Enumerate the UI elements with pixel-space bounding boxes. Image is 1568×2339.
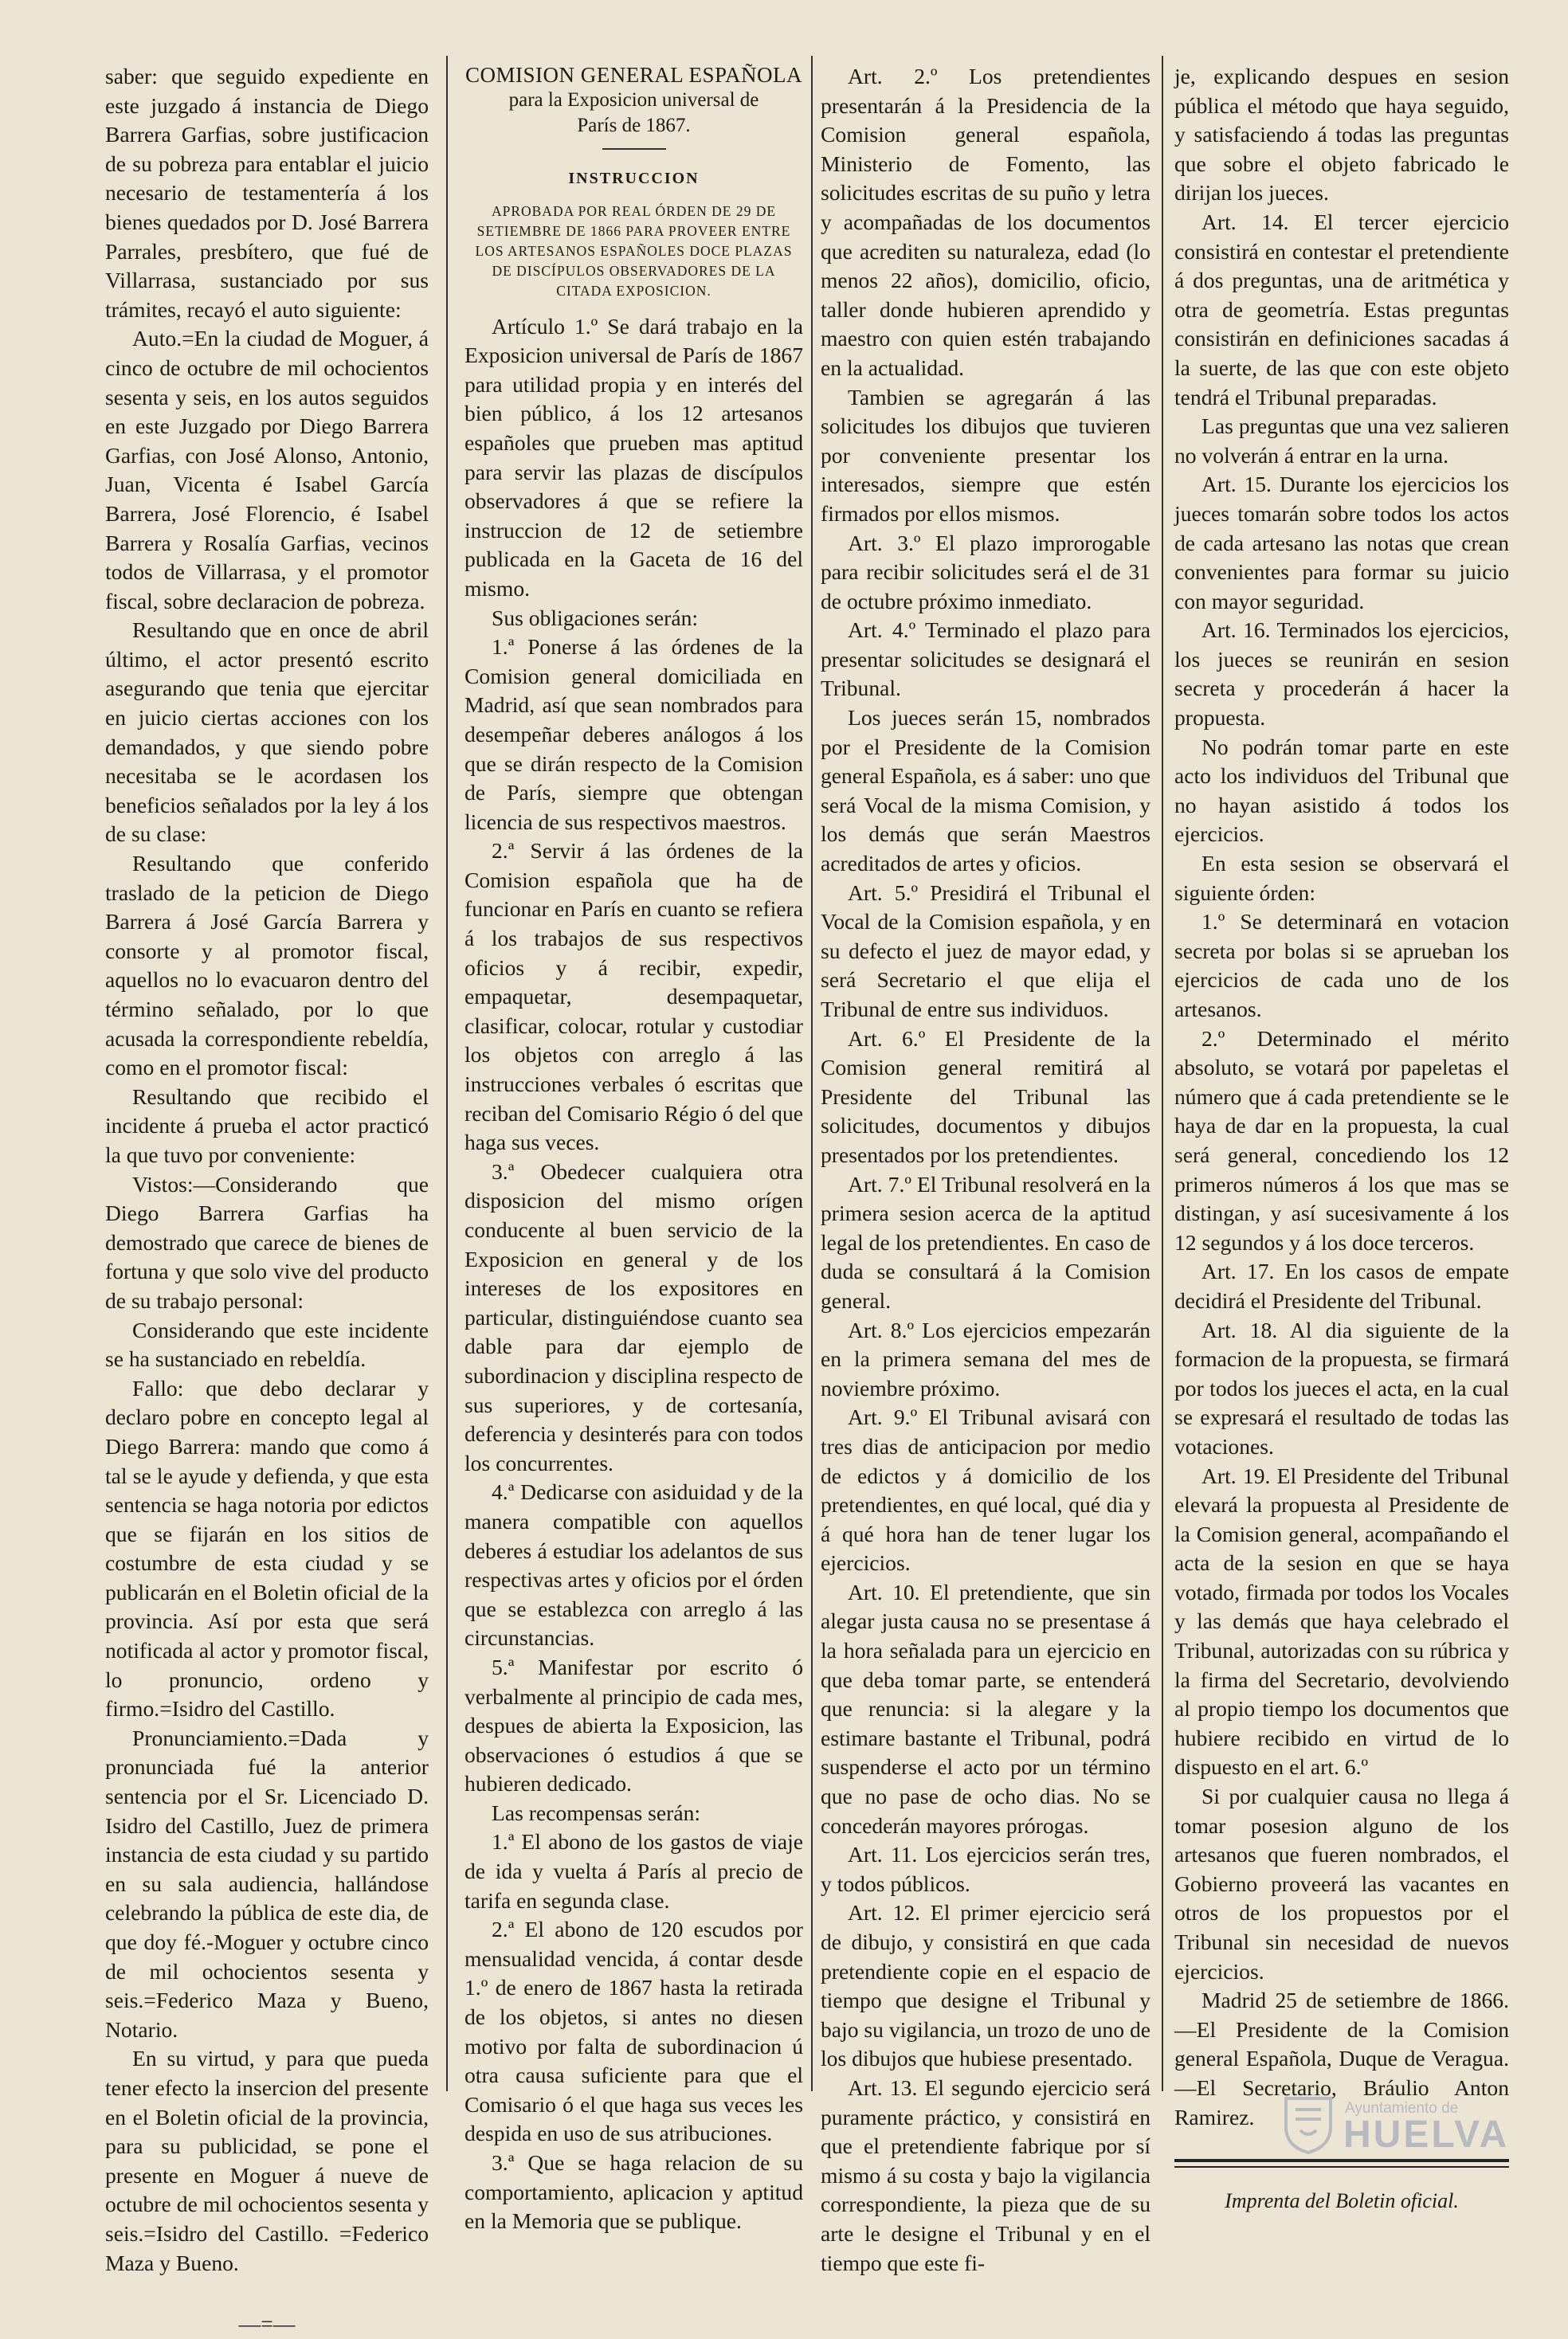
paragraph: Art. 4.º Terminado el plazo para presentar solicitudes se designará el Tribunal. — [821, 617, 1151, 701]
paragraph: Tambien se agregarán á las solicitudes los dibujos que tuvieren por conveniente presentar los interesados, siempre que estén firmados por ellos mismos. — [821, 384, 1151, 526]
paragraph: Art. 3.º El plazo improrogable para recibir solicitudes será el de 31 de octubre próximo inmediato. — [821, 530, 1151, 613]
watermark — [1275, 2095, 1546, 2159]
paragraph: Artículo 1.º Se dará trabajo en la Exposicion universal de París de 1867 para utilidad propia y en interés del bien público, á los 12 artesanos españoles que prueben mas aptitud para servir las plazas de discípulos observadores á que se refiere la instruccion de 12 de setiembre publicada en la Gaceta de 16 del mismo. — [465, 313, 803, 601]
paragraph: Art. 13. El segundo ejercicio será puramente práctico, y consistirá en que el pretendiente fabrique por sí mismo á su costa y bajo la vigilancia correspondiente, la pieza que de su arte le designe el Tribunal y en el tiempo que este fi- — [821, 2075, 1151, 2275]
paragraph: saber: que seguido expediente en este juzgado á instancia de Diego Barrera Garfias, sobre justificacion de su pobreza para entablar el juicio necesario de testamentería á los bienes quedados por D. José Barrera Parrales, presbítero, que fué de Villarrasa, sustanciado por sus trámites, recayó el auto siguiente: — [105, 64, 429, 322]
paragraph: 2.ª Servir á las órdenes de la Comision española que ha de funcionar en París en cuanto se refiera á los trabajos de sus respectivos oficios y á recibir, expedir, empaquetar, desempaquetar, clasificar, colocar, rotular y custodiar los objetos con arreglo á las instrucciones verbales ó escritas que reciban del Comisario Régio ó del que haga sus veces. — [465, 838, 803, 1155]
column-rule — [446, 56, 448, 2091]
paragraph: Art. 17. En los casos de empate decidirá el Presidente del Tribunal. — [1174, 1259, 1509, 1313]
paragraph: Vistos:—Considerando que Diego Barrera Garfias ha demostrado que carece de bienes de fortuna y que solo vive del producto de su trabajo personal: — [105, 1171, 429, 1313]
double-rule — [1174, 2159, 1509, 2168]
instruction-heading: INSTRUCCION — [568, 170, 700, 187]
paragraph: Las recompensas serán: — [492, 1800, 701, 1825]
watermark-line1: Ayuntamiento de — [1345, 2100, 1459, 2117]
paragraph: Art. 15. Durante los ejercicios los jueces tomarán sobre todos los actos de cada artesano las notas que crean convenientes para formar su juicio con mayor seguridad. — [1174, 472, 1509, 613]
rule-thick — [1174, 2159, 1509, 2162]
paragraph: je, explicando despues en sesion pública el método que haya seguido, y satisfaciendo á todas las preguntas que sobre el objeto fabricado le dirijan los jueces. — [1174, 64, 1509, 206]
paragraph: 2.ª El abono de 120 escudos por mensualidad vencida, á contar desde 1.º de enero de 1867 hasta la retirada de los objetos, si antes no diesen motivo por falta de subordinacion ú otra causa suficiente para que el Comisario ó el que haga sus veces les despida en uso de sus atribuciones. — [465, 1917, 803, 2146]
paragraph: Pronunciamiento.=Dada y pronunciada fué la anterior sentencia por el Sr. Licenciado D. Isidro del Castillo, Juez de primera instancia de esta ciudad y su partido en su sala audiencia, hallándose celebrando la pública de este dia, de que doy fé.-Moguer y octubre cinco de mil ochocientos sesenta y seis.=Federico Maza y Bueno, Notario. — [105, 1725, 429, 2042]
paragraph: Art. 16. Terminados los ejercicios, los jueces se reunirán en sesion secreta y procederán á hacer la propuesta. — [1174, 617, 1509, 731]
paragraph: Art. 19. El Presidente del Tribunal elevará la propuesta al Presidente de la Comision general, acompañando el acta de la sesion en que se haya votado, firmada por todos los Vocales y las demás que haya celebrado el Tribunal, autorizadas con su rúbrica y la firma del Secretario, devolviendo al propio tiempo los documentos que hubiere recibido en virtud de lo dispuesto en el art. 6.º — [1174, 1463, 1509, 1780]
paragraph: Art. 14. El tercer ejercicio consistirá en contestar el pretendiente á dos preguntas, una de aritmética y otra de geometría. Estas preguntas consistirán en definiciones sacadas á la suerte, de las que con este objeto tendrá el Tribunal preparadas. — [1174, 209, 1509, 409]
paragraph: Auto.=En la ciudad de Moguer, á cinco de octubre de mil ochocientos sesenta y seis, en los autos seguidos en este Juzgado por Diego Barrera Garfias, con José Alonso, Antonio, Juan, Vicenta é Isabel García Barrera, José Florencio, é Isabel Barrera y Rosalía Garfias, vecinos todos de Villarrasa, y el promotor fiscal, sobre declaracion de pobreza. — [105, 326, 429, 613]
column-3 — [821, 62, 1151, 2278]
divider — [602, 148, 666, 150]
paragraph: Art. 8.º Los ejercicios empezarán en la primera semana del mes de noviembre próximo. — [821, 1317, 1151, 1401]
column-4 — [1174, 62, 1509, 2216]
paragraph: Los jueces serán 15, nombrados por el Presidente de la Comision general Española, es á saber: uno que será Vocal de la misma Comision, y los demás que serán Maestros acreditados de artes y oficios. — [821, 705, 1151, 876]
instruction-subheading: APROBADA POR REAL ÓRDEN DE 29 DE SETIEMBRE DE 1866 PARA PROVEER ENTRE LOS ARTESANOS ESPAÑOLES DOCE PLAZAS DE DISCÍPULOS OBSERVADORES DE LA CITADA EXPOSICION. — [475, 202, 793, 299]
paragraph: 1.ª Ponerse á las órdenes de la Comision general domiciliada en Madrid, así que sean nombrados para desempeñar deberes análogos á los que se dirán respecto de la Comision de París, siempre que obtengan licencia de sus respectivos maestros. — [465, 634, 803, 834]
column-rule — [811, 56, 813, 2091]
watermark-line2: HUELVA — [1343, 2114, 1510, 2156]
paragraph: Art. 7.º El Tribunal resolverá en la primera sesion acerca de la aptitud legal de los pretendientes. En caso de duda se consultará á la Comision general. — [821, 1171, 1151, 1313]
paragraph: 2.º Determinado el mérito absoluto, se votará por papeletas el número que á cada pretendiente se le haya de dar en la propuesta, la cual será general, concediendo los 12 primeros números á los que mas se distingan, y así sucesivamente á los 12 segundos y á los doce terceros. — [1174, 1025, 1509, 1255]
section-subtitle: para la Exposicion universal de — [508, 89, 759, 111]
section-subtitle: París de 1867. — [577, 115, 691, 136]
city-crest-icon — [1283, 2095, 1334, 2154]
column-1 — [105, 62, 429, 2339]
paragraph: Resultando que en once de abril último, el actor presentó escrito asegurando que tenia que ejercitar en juicio ciertas acciones con los demandados, y que siendo pobre necesitaba se le acordasen los beneficios señalados por la ley á los de su clase: — [105, 617, 429, 847]
printer-credit: Imprenta del Boletin oficial. — [1225, 2189, 1459, 2213]
paragraph: Art. 18. Al dia siguiente de la formacion de la propuesta, se firmará por todos los jueces el acta, en la cual se expresará el resultado de todas las votaciones. — [1174, 1317, 1509, 1459]
paragraph: Sus obligaciones serán: — [492, 605, 699, 630]
paragraph: Art. 5.º Presidirá el Tribunal el Vocal de la Comision española, y en su defecto el juez de mayor edad, y será Secretario el que elija el Tribunal de entre sus individuos. — [821, 880, 1151, 1021]
paragraph: No podrán tomar parte en este acto los individuos del Tribunal que no hayan asistido á todos los ejercicios. — [1174, 734, 1509, 847]
paragraph: Resultando que recibido el incidente á prueba el actor practicó la que tuvo por conveniente: — [105, 1083, 429, 1167]
section-title: COMISION GENERAL ESPAÑOLA — [465, 63, 803, 87]
paragraph: Fallo: que debo declarar y declaro pobre en concepto legal al Diego Barrera: mando que como á tal se le ayude y defienda, y que esta sentencia se haga notoria por edictos que se fijarán en los sitios de costumbre de esta ciudad y se publicarán en el Boletin oficial de la provincia. Así por esta que será notificada al actor y promotor fiscal, lo pronuncio, ordeno y firmo.=Isidro del Castillo. — [105, 1375, 429, 1722]
rule-thin — [1174, 2166, 1509, 2168]
column-2 — [465, 62, 803, 2236]
paragraph: En esta sesion se observará el siguiente órden: — [1174, 851, 1509, 905]
separator: —=— — [238, 2311, 296, 2337]
signature-paragraph: Madrid 25 de setiembre de 1866. —El Presidente de la Comision general Española, Duque de Veragua.—El Secretario, Bráulio Anton Ramirez. — [1174, 1988, 1509, 2129]
paragraph: Art. 11. Los ejercicios serán tres, y todos públicos. — [821, 1842, 1151, 1896]
paragraph: Si por cualquier causa no llega á tomar posesion alguno de los artesanos que fueren nombrados, el Gobierno proveerá las vacantes en otros de los propuestos por el Tribunal sin necesidad de nuevos ejercicios. — [1174, 1784, 1509, 1984]
paragraph: Considerando que este incidente se ha sustanciado en rebeldía. — [105, 1317, 429, 1372]
paragraph: 3.ª Obedecer cualquiera otra disposicion del mismo orígen conducente al buen servicio de la Exposicion en general y de los intereses de los expositores en particular, distinguiéndose cuanto sea dable para dar ejemplo de subordinacion y disciplina respecto de sus superiores, y de cortesanía, deferencia y desinterés para con todos los concurrentes. — [465, 1158, 803, 1475]
paragraph: Art. 10. El pretendiente, que sin alegar justa causa no se presentase á la hora señalada para un ejercicio en que deba tomar parte, se entenderá que renuncia: si la alegare y la estimare bastante el Tribunal, podrá suspenderse el acto por un término que no pase de ocho dias. No se concederán mayores prórogas. — [821, 1579, 1151, 1838]
paragraph: 4.ª Dedicarse con asiduidad y de la manera compatible con aquellos deberes á estudiar los adelantos de sus respectivas artes y oficios por el órden que se establezca con arreglo á las circunstancias. — [465, 1479, 803, 1651]
paragraph: Art. 9.º El Tribunal avisará con tres dias de anticipacion por medio de edictos y á domicilio de los pretendientes, en qué local, qué dia y á qué hora han de tener lugar los ejercicios. — [821, 1405, 1151, 1576]
paragraph: Art. 6.º El Presidente de la Comision general remitirá al Presidente del Tribunal las solicitudes, documentos y dibujos presentados por los pretendientes. — [821, 1025, 1151, 1167]
paragraph: 1.º Se determinará en votacion secreta por bolas si se aprueban los ejercicios de cada uno de los artesanos. — [1174, 909, 1509, 1021]
paragraph: Las preguntas que una vez salieren no volverán á entrar en la urna. — [1174, 413, 1509, 468]
column-rule — [1162, 56, 1163, 2091]
paragraph: 5.ª Manifestar por escrito ó verbalmente al principio de cada mes, despues de abierta la Exposicion, las observaciones ó estudios á que se hubieren dedicado. — [465, 1654, 803, 1796]
paragraph: Art. 12. El primer ejercicio será de dibujo, y consistirá en que cada pretendiente copie en el espacio de tiempo que designe el Tribunal y bajo su vigilancia, un trozo de uno de los dibujos que hubiese presentado. — [821, 1900, 1151, 2071]
paragraph: Art. 2.º Los pretendientes presentarán á la Presidencia de la Comision general española, Ministerio de Fomento, las solicitudes escritas de su puño y letra y acompañadas de los documentos que acrediten su naturaleza, edad (lo menos 22 años), domicilio, oficio, taller donde hubieren aprendido y maestro con quien estén trabajando en la actualidad. — [821, 64, 1151, 380]
paragraph: 3.ª Que se haga relacion de su comportamiento, aplicacion y aptitud en la Memoria que se publique. — [465, 2150, 803, 2234]
paragraph: 1.ª El abono de los gastos de viaje de ida y vuelta á París al precio de tarifa en segunda clase. — [465, 1829, 803, 1913]
paragraph: Resultando que conferido traslado de la peticion de Diego Barrera á José García Barrera y consorte y al promotor fiscal, aquellos no lo evacuaron dentro del término señalado, por lo que acusada la correspondiente rebeldía, como en el promotor fiscal: — [105, 851, 429, 1080]
paragraph: En su virtud, y para que pueda tener efecto la insercion del presente en el Boletin oficial de la provincia, para su publicidad, se pone el presente en Moguer á nueve de octubre de mil ochocientos sesenta y seis.=Isidro del Castillo. =Federico Maza y Bueno. — [105, 2046, 429, 2275]
